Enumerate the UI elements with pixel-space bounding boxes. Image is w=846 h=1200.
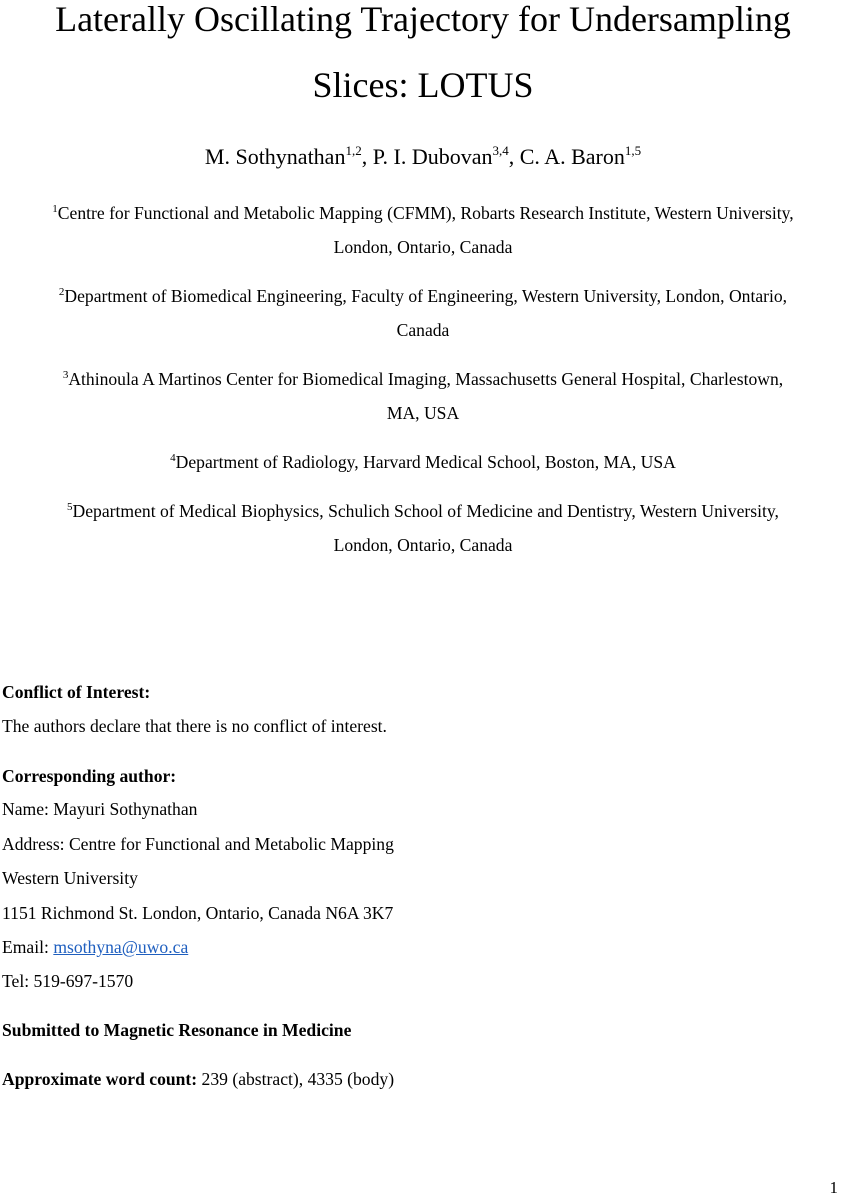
author-affiliation-marker: 1,2: [345, 143, 362, 158]
affiliation-text: Department of Biomedical Engineering, Faculty of Engineering, Western University, London, Ontario,: [64, 286, 788, 306]
corresponding-address: Address: Centre for Functional and Metabolic Mapping: [2, 834, 394, 854]
submission-statement: Submitted to Magnetic Resonance in Medicine: [2, 1020, 352, 1040]
corresponding-email-line: [2, 935, 188, 959]
corresponding-name: Name: Mayuri Sothynathan: [2, 799, 198, 819]
author-name: M. Sothynathan: [204, 144, 346, 169]
author-name: C. A. Baron: [519, 144, 625, 169]
corresponding-address: Western University: [2, 868, 138, 888]
email-label: Email:: [2, 937, 54, 957]
affiliation: [0, 494, 846, 562]
affiliation-text: London, Ontario, Canada: [333, 237, 513, 257]
affiliation-text: Department of Medical Biophysics, Schulich School of Medicine and Dentistry, Western University,: [72, 501, 779, 521]
affiliation-number: 4: [170, 452, 176, 464]
affiliation-text: Centre for Functional and Metabolic Mapping (CFMM), Robarts Research Institute, Western University,: [57, 203, 794, 223]
affiliation: [0, 445, 846, 479]
author-affiliation-marker: 1,5: [624, 143, 642, 158]
corresponding-address: 1151 Richmond St. London, Ontario, Canada N6A 3K7: [2, 903, 394, 923]
affiliation-number: 2: [58, 286, 65, 298]
author-list: [0, 142, 846, 172]
affiliation: [0, 279, 846, 347]
author-affiliation-marker: 3,4: [492, 143, 509, 158]
paper-title: [0, 0, 846, 118]
author-name: P. I. Dubovan: [372, 144, 493, 169]
page-number: 1: [829, 1178, 838, 1197]
affiliation-text: MA, USA: [386, 403, 460, 423]
affiliation-text: Athinoula A Martinos Center for Biomedical Imaging, Massachusetts General Hospital, Charlestown,: [68, 369, 784, 389]
conflict-heading: Conflict of Interest:: [2, 682, 151, 702]
affiliation-number: 1: [52, 203, 58, 215]
author-separator: ,: [508, 144, 520, 169]
affiliation-number: 3: [62, 369, 69, 381]
title-line-2: Slices: LOTUS: [312, 65, 534, 105]
word-count: [2, 1067, 394, 1091]
affiliation-text: Department of Radiology, Harvard Medical School, Boston, MA, USA: [175, 452, 676, 472]
affiliation: [0, 362, 846, 430]
word-count-label: Approximate word count:: [2, 1069, 198, 1089]
word-count-value: 239 (abstract), 4335 (body): [197, 1069, 395, 1089]
corresponding-heading: Corresponding author:: [2, 766, 177, 786]
corresponding-phone: Tel: 519-697-1570: [2, 971, 134, 991]
affiliation-text: Canada: [396, 320, 450, 340]
author-separator: ,: [361, 144, 373, 169]
affiliation-number: 5: [67, 501, 73, 513]
email-link[interactable]: msothyna@uwo.ca: [53, 937, 189, 957]
affiliation-text: London, Ontario, Canada: [333, 535, 513, 555]
affiliation: [0, 196, 846, 264]
title-line-1: Laterally Oscillating Trajectory for Undersampling: [55, 0, 791, 39]
conflict-statement: The authors declare that there is no conflict of interest.: [2, 716, 387, 736]
